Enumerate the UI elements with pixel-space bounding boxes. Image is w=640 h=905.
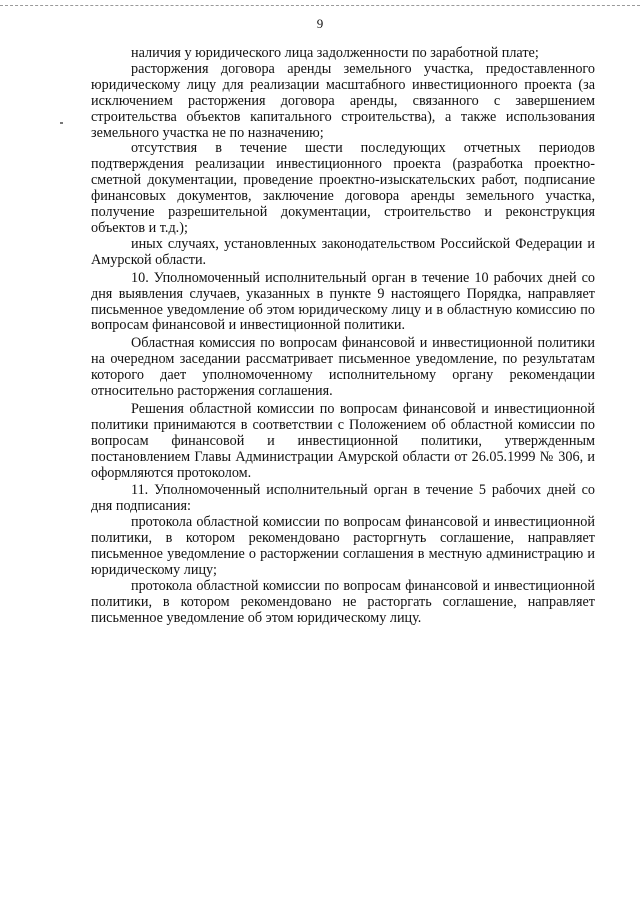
paragraph-commission-review: Областная комиссия по вопросам финансовой и инвестиционной политики на очередном заседании рассматривает письменное уведомление, по результатам которого дает уполномоченному исполнительному органу рекомендации относительно расторжения соглашения. <box>91 335 595 400</box>
paragraph-lease-termination: расторжения договора аренды земельного участка, предоставленного юридическому лицу для реализации масштабного инвестиционного проекта (за исключением расторжения договора аренды, связанного с завершением строительства объектов капитального строительства), а также использования земельного участка не по назначению; <box>91 60 595 141</box>
paragraph-no-confirmation: отсутствия в течение шести последующих отчетных периодов подтверждения реализации инвестиционного проекта (разработка проектно-сметной документации, проведение проектно-изыскательских работ, подписание финансовых документов, заключение договора аренды земельного участка, получение разрешительной документации, строительство и реконструкция объектов и т.д.); <box>91 140 595 236</box>
paragraph-keep-protocol: протокола областной комиссии по вопросам финансовой и инвестиционной политики, в котором рекомендовано не расторгать соглашение, направляет письменное уведомление об этом юридическому лицу. <box>91 577 595 626</box>
paragraph-clause-10: 10. Уполномоченный исполнительный орган в течение 10 рабочих дней со дня выявления случаев, указанных в пункте 9 настоящего Порядка, направляет письменное уведомление об этом юридическому лицу и в областную комиссию по вопросам финансовой и инвестиционной политики. <box>91 269 595 334</box>
paragraph-other-cases: иных случаях, установленных законодательством Российской Федерации и Амурской области. <box>91 235 595 268</box>
paragraph-terminate-protocol: протокола областной комиссии по вопросам финансовой и инвестиционной политики, в котором рекомендовано расторгнуть соглашение, направляет письменное уведомление о расторжении соглашения в местную администрацию и юридическому лицу; <box>91 514 595 578</box>
paragraph-clause-11: 11. Уполномоченный исполнительный орган в течение 5 рабочих дней со дня подписания: <box>91 482 595 515</box>
paragraph-wage-debt: наличия у юридического лица задолженности по заработной плате; <box>131 45 539 61</box>
page-number: 9 <box>316 16 324 31</box>
document-body <box>91 46 595 627</box>
margin-mark <box>60 122 63 124</box>
scan-edge-rule <box>0 5 640 6</box>
paragraph-commission-decisions: Решения областной комиссии по вопросам финансовой и инвестиционной политики принимаются в соответствии с Положением об областной комиссии по вопросам финансовой и инвестиционной политики, утвержденным постановлением Главы Администрации Амурской области от 26.05.1999 № 306, и оформляются протоколом. <box>91 400 595 481</box>
